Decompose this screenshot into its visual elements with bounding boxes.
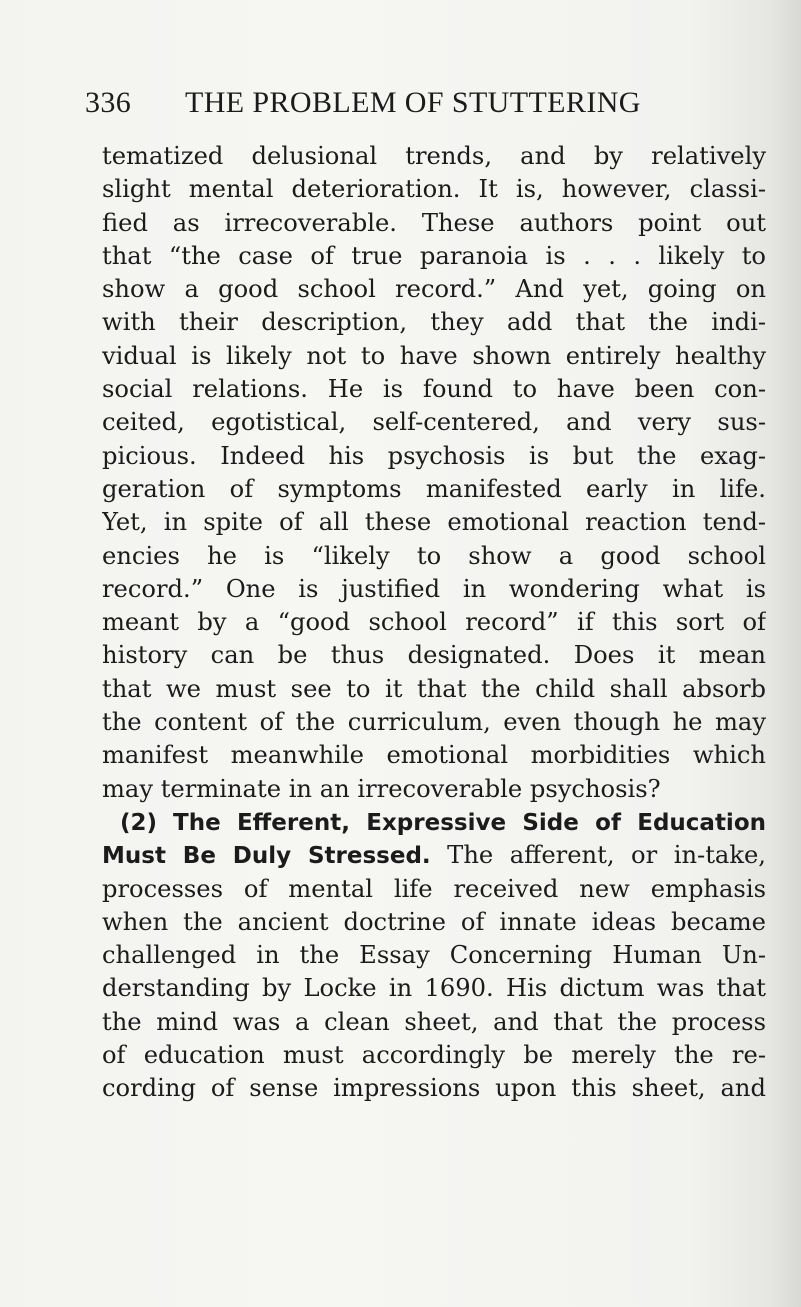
text-line: tematized delusional trends, and by relatively	[102, 142, 766, 170]
text-line: record.” One is justified in wondering what is	[102, 574, 766, 603]
running-title: THE PROBLEM OF STUTTERING	[185, 86, 641, 119]
text-line: cording of sense impressions upon this sheet, and	[102, 1074, 766, 1103]
body-text	[102, 140, 766, 1106]
text-line: challenged in the Essay Concerning Human Un-	[102, 941, 766, 970]
text-line: Yet, in spite of all these emotional reaction tend-	[102, 508, 766, 537]
text-line: of education must accordingly be merely the re-	[102, 1041, 766, 1070]
text-line: vidual is likely not to have shown entirely healthy	[102, 341, 766, 370]
text-line: derstanding by Locke in 1690. His dictum was that	[102, 974, 766, 1003]
section-text: The afferent, or in-take,	[430, 841, 766, 870]
text-line: history can be thus designated. Does it mean	[102, 641, 766, 670]
text-line: that we must see to it that the child shall absorb	[102, 674, 766, 703]
text-line: geration of symptoms manifested early in life.	[102, 474, 766, 503]
running-header	[85, 86, 771, 120]
section-heading-continued: Must Be Duly Stressed.	[102, 843, 431, 870]
text-line: meant by a “good school record” if this sort of	[102, 608, 766, 637]
text-line: show a good school record.” And yet, going on	[102, 275, 766, 304]
text-line: may terminate in an irrecoverable psychosis?	[102, 774, 661, 803]
section-heading: The Efferent, Expressive Side of Education	[173, 809, 766, 836]
page-number: 336	[85, 86, 132, 119]
text-line: social relations. He is found to have been con-	[102, 375, 766, 404]
text-line: picious. Indeed his psychosis is but the exag-	[102, 441, 766, 470]
text-line: manifest meanwhile emotional morbidities which	[102, 741, 766, 770]
text-line: ceited, egotistical, self-centered, and very sus-	[102, 408, 766, 437]
text-line: the mind was a clean sheet, and that the process	[102, 1007, 766, 1036]
section-number: (2)	[120, 809, 158, 836]
text-line: that “the case of true paranoia is . . . likely to	[102, 241, 766, 270]
text-line: fied as irrecoverable. These authors point out	[102, 208, 766, 237]
text-line: when the ancient doctrine of innate ideas became	[102, 907, 766, 936]
section-heading-line	[102, 839, 766, 872]
text-line: slight mental deterioration. It is, however, classi-	[102, 175, 766, 204]
text-line: processes of mental life received new emphasis	[102, 874, 766, 903]
text-line: the content of the curriculum, even though he may	[102, 708, 766, 737]
text-line: encies he is “likely to show a good school	[102, 541, 766, 570]
section-heading-line	[102, 806, 766, 839]
text-line: with their description, they add that the indi-	[102, 308, 766, 337]
